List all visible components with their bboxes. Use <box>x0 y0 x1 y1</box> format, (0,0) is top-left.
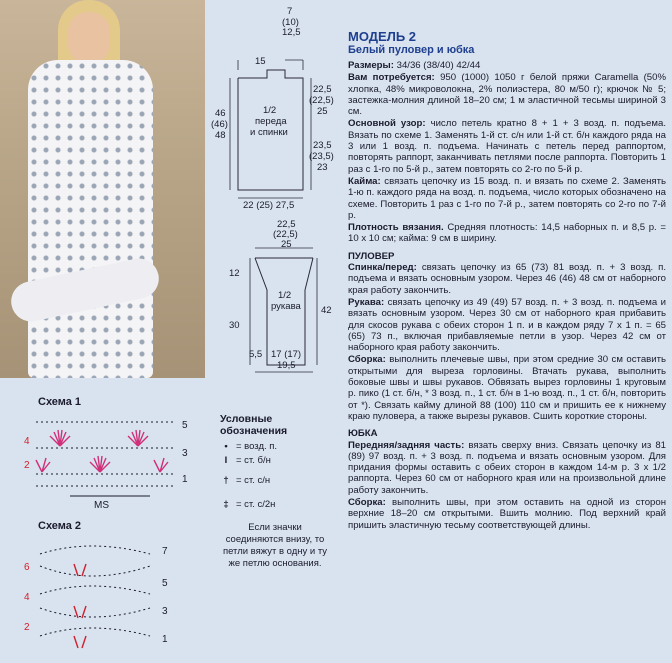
dim-sleeve-top-c: 25 <box>281 239 292 250</box>
dim-bottom-front: 22 (25) 27,5 <box>243 200 295 211</box>
model-title: МОДЕЛЬ 2 <box>348 29 417 44</box>
dim-right1-b: (22,5) <box>309 95 334 106</box>
materials <box>348 72 666 117</box>
density <box>348 222 666 245</box>
scheme1-ms: MS <box>94 500 109 511</box>
materials-label: Вам потребуется: <box>348 72 435 84</box>
legend-text: = ст. с/н <box>236 475 271 486</box>
scheme1-row-3: 3 <box>182 448 188 459</box>
dim-top-a: 7 <box>287 6 293 17</box>
dim-left-b: (46) <box>211 119 228 130</box>
pullover-title: ПУЛОВЕР <box>348 250 395 262</box>
label-front-1: 1/2 <box>263 105 277 116</box>
crochet-pullover <box>28 60 153 378</box>
main-pattern <box>348 118 666 174</box>
dim-right2-b: (23,5) <box>309 151 334 162</box>
sizes-label: Размеры: <box>348 60 394 71</box>
scheme2-row-6: 6 <box>24 562 30 573</box>
dim-sleeve-left-1: 12 <box>229 268 240 279</box>
pattern-diagram <box>205 0 345 378</box>
dim-right2-a: 23,5 <box>313 140 332 151</box>
scheme2-row-2: 2 <box>24 622 30 633</box>
assembly-label: Сборка: <box>348 354 386 366</box>
dim-top-c: 12,5 <box>282 27 301 38</box>
model-subtitle: Белый пуловер и юбка <box>348 44 475 56</box>
legend-item <box>220 474 330 488</box>
assembly-value: выполнить плечевые швы, при этом средние 30 см оставить открытыми для выреза горловины. Втачать рукава, выполнить боковые швы и швы рукавов. Обвязать вырез горловины 1 круговым р. пико (1 ст. б/н, * 3 возд. п., 1 ст. б/н в 1-ю возд. п., 1 ст. б/н, повторить от *). Связать кайму длиной 88 (100) 110 см и пришить ее к нижнему краю пуловера, а также вырезы рукавов. Сшить короткие стороны. <box>348 354 666 422</box>
label-sleeve-2: рукава <box>271 301 301 312</box>
legend-symbol: I <box>224 455 228 466</box>
diagram-lines <box>205 0 345 378</box>
label-front-3: и спинки <box>250 127 288 138</box>
sizes <box>348 60 666 71</box>
sleeves <box>348 297 666 353</box>
dim-right1-c: 25 <box>317 106 328 117</box>
dim-right1-a: 22,5 <box>313 84 332 95</box>
scheme1-title: Схема 1 <box>38 396 82 408</box>
pullover-assembly <box>348 354 666 422</box>
scheme1-row-1: 1 <box>182 474 188 485</box>
dim-sleeve-bottom-a: 5,5 <box>249 349 263 360</box>
scheme2-chart <box>0 536 210 661</box>
scheme1-row-2: 2 <box>24 460 30 471</box>
sizes-value: 34/36 (38/40) 42/44 <box>396 60 481 71</box>
back-front <box>348 262 666 296</box>
legend-item <box>220 454 330 468</box>
dim-sleeve-top-a: 22,5 <box>277 219 296 230</box>
skirt-assembly-label: Сборка: <box>348 496 386 508</box>
legend-text: = ст. б/н <box>236 455 271 466</box>
skirt-value: вязать сверху вниз. Связать цепочку из 81 (89) 97 возд. п. + 3 возд. п. подъема и вязать основным узором. Для придания формы оставить с обеих сторон в каждом 14-м р. 3 х 1/2 раппорта. Через 60 см от наборного края или на произвольной длине работу закончить. <box>348 439 666 496</box>
scheme2-row-1: 1 <box>162 634 168 645</box>
sleeve-value: связать цепочку из 49 (49) 57 возд. п. + 3 возд. п. подъема и вязать основным узором. Через 30 см от наборного края прибавить для скосов рукава с обеих сторон 1 п. и в каждом ряду 7 х 1 п. = 65 (65) 73 п., включая прибавляемые петли в узор. Через 42 см от наборного края работу закончить. <box>348 296 666 354</box>
scheme2-row-4: 4 <box>24 592 30 603</box>
dim-right2-c: 23 <box>317 162 328 173</box>
materials-value: 950 (1000) 1050 г белой пряжи Caramella (50% хлопка, 48% микроволокна, 2% полиэстера, 80 м/50 г); крючок № 5; застежка-молния длиной 18–20 см; 1 м эластичной тесьмы шириной 3 см. <box>348 72 666 118</box>
dim-left-c: 48 <box>215 130 226 141</box>
model-photo <box>0 0 205 378</box>
skirt-title: ЮБКА <box>348 428 378 440</box>
legend-note: Если значки соединяются внизу, то петли вяжут в одну и ту же петлю основания. <box>222 522 328 569</box>
dim-top-left: 15 <box>255 56 266 67</box>
scheme2-row-3: 3 <box>162 606 168 617</box>
edging <box>348 176 666 221</box>
legend-item <box>220 498 330 512</box>
legend-text: = ст. с/2н <box>236 499 276 510</box>
label-sleeve-1: 1/2 <box>278 290 292 301</box>
density-label: Плотность вязания. <box>348 222 444 234</box>
legend-text: = возд. п. <box>236 441 278 452</box>
edging-label: Кайма: <box>348 175 381 187</box>
legend-symbol: ‡ <box>223 499 229 510</box>
dim-sleeve-left-2: 30 <box>229 320 240 331</box>
dim-sleeve-right: 42 <box>321 305 332 316</box>
skirt-label: Передняя/задняя часть: <box>348 439 465 451</box>
scheme1-row-5: 5 <box>182 420 188 431</box>
dim-left-a: 46 <box>215 108 226 119</box>
dim-sleeve-bottom-c: 19,5 <box>277 360 296 371</box>
back-value: связать цепочку из 65 (73) 81 возд. п. + 3 возд. п. подъема и вязать основным узором. Через 46 (46) 48 см от наборного края работу закончить. <box>348 262 666 296</box>
density-value: Средняя плотность: 14,5 наборных п. и 8,5 р. = 10 х 10 см; кайма: 9 см в ширину. <box>348 222 666 245</box>
label-front-2: переда <box>255 116 287 127</box>
sleeve-label: Рукава: <box>348 296 385 308</box>
skirt-assembly-value: выполнить швы, при этом оставить на одной из сторон верхние 18–20 см открытыми. Вшить молнию. Под верхний край пришить эластичную тесьму соответствующей длины. <box>348 496 666 531</box>
instructions <box>348 30 666 532</box>
face <box>68 12 110 64</box>
scheme2-title: Схема 2 <box>38 520 82 532</box>
main-pattern-value: число петель кратно 8 + 1 + 3 возд. п. подъема. Вязать по схеме 1. Заменять 1-й ст. с/н или 1-й ст. б/н каждого ряда на 3 или 1 возд. п. подъема. Начинать с петель перед раппортом, повторять раппорт, заканчивать петлями после раппорта. Повторить 1 раз с 1-го по 5-й р., затем повторять со 2-го по 5-й р. <box>348 118 666 175</box>
dim-sleeve-bottom-b: 17 (17) <box>271 349 302 360</box>
legend-title-1: Условные <box>220 413 273 425</box>
main-pattern-label: Основной узор: <box>348 118 426 130</box>
edging-value: связать цепочку из 15 возд. п. и вязать по схеме 2. Заменять 1-ю п. каждого ряда на возд. п. подъема, число которых обозначено на схеме. Повторить 1 раз с 1-го по 7-й р., затем повторять со 2-го по 7-й р. <box>348 175 666 221</box>
skirt-assembly <box>348 497 666 531</box>
back-label: Спинка/перед: <box>348 262 417 274</box>
legend <box>220 413 330 570</box>
skirt-parts <box>348 440 666 496</box>
dim-top-b: (10) <box>282 17 299 28</box>
scheme2-row-5: 5 <box>162 578 168 589</box>
legend-item <box>220 440 330 454</box>
dim-sleeve-top-b: (22,5) <box>273 229 298 240</box>
scheme1-row-4: 4 <box>24 436 30 447</box>
scheme2-row-7: 7 <box>162 546 168 557</box>
scheme1-chart <box>0 408 210 518</box>
legend-symbol: † <box>223 475 229 486</box>
legend-title-2: обозначения <box>220 425 288 437</box>
legend-symbol: • <box>224 441 228 452</box>
